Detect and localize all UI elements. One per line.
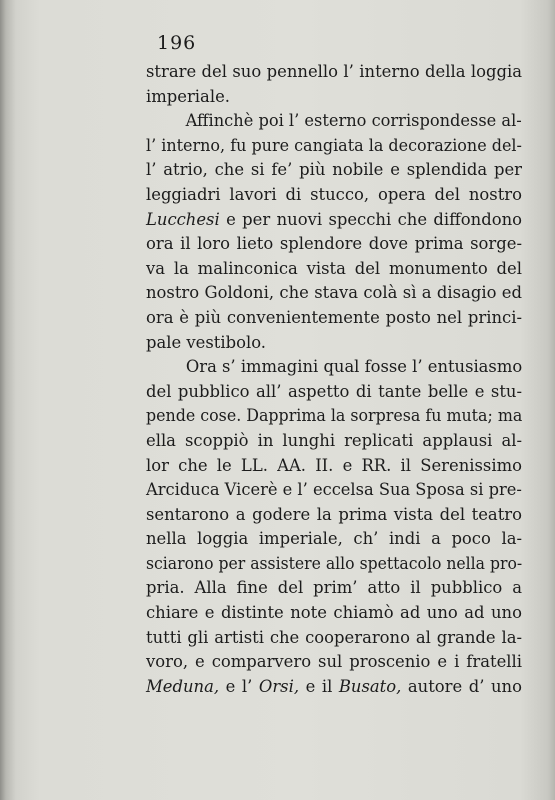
text-line: nella loggia imperiale, ch’ indi a poco la- bbox=[146, 529, 522, 549]
text-fragment: autore d’ uno bbox=[401, 676, 522, 696]
text-line: lor che le LL. AA. II. e RR. il Serenissimo bbox=[146, 455, 522, 475]
text-line: pria. Alla fine del prim’ atto il pubblico a bbox=[146, 578, 522, 598]
italic-name-meduna: Meduna, bbox=[146, 676, 220, 696]
page-number: 196 bbox=[157, 32, 197, 54]
paragraph bbox=[146, 60, 522, 109]
text-line: nostro Goldoni, che stava colà sì a disagio ed bbox=[146, 283, 522, 303]
body-text bbox=[146, 60, 522, 699]
text-fragment: e il bbox=[299, 676, 339, 696]
italic-name-busato: Busato, bbox=[338, 676, 402, 696]
text-line-rest: e per nuovi specchi che diffondono bbox=[219, 209, 522, 229]
text-line bbox=[146, 208, 522, 233]
text-line: strare del suo pennello l’ interno della loggia bbox=[146, 62, 522, 81]
text-line: leggiadri lavori di stucco, opera del nostro bbox=[146, 184, 522, 204]
text-line: sciarono per assistere allo spettacolo nella pro- bbox=[146, 553, 523, 573]
text-line: l’ atrio, che si fe’ più nobile e splendida per bbox=[146, 160, 522, 180]
text-line: pende cose. Dapprima la sorpresa fu muta; ma bbox=[146, 406, 523, 426]
text-line: ella scoppiò in lunghi replicati applausi al- bbox=[146, 430, 522, 450]
paragraph bbox=[146, 109, 522, 355]
text-line: chiare e distinte note chiamò ad uno ad uno bbox=[146, 603, 522, 623]
text-line: Ora s’ immagini qual fosse l’ entusiasmo bbox=[185, 357, 523, 377]
italic-name-orsi: Orsi, bbox=[258, 676, 300, 696]
text-line: pale vestibolo. bbox=[146, 332, 267, 352]
text-line: ora è più convenientemente posto nel princi- bbox=[146, 307, 522, 327]
text-line: tutti gli artisti che cooperarono al grande la- bbox=[146, 627, 522, 647]
text-line: ora il loro lieto splendore dove prima sorge- bbox=[146, 234, 522, 254]
text-line: voro, e comparvero sul proscenio e i fratelli bbox=[146, 652, 522, 672]
text-line: Arciduca Vicerè e l’ eccelsa Sua Sposa si pre- bbox=[146, 480, 522, 500]
text-line: del pubblico all’ aspetto di tante belle e stu- bbox=[146, 381, 522, 401]
text-line: sentarono a godere la prima vista del teatro bbox=[146, 504, 522, 524]
text-line: Affinchè poi l’ esterno corrispondesse al- bbox=[185, 111, 522, 131]
text-line: l’ interno, fu pure cangiata la decorazione del- bbox=[146, 135, 522, 155]
text-line: va la malinconica vista del monumento del bbox=[146, 258, 522, 278]
italic-name-lucchesi: Lucchesi bbox=[146, 209, 220, 229]
text-fragment: e l’ bbox=[219, 676, 259, 696]
text-line bbox=[146, 675, 522, 700]
text-line: imperiale. bbox=[146, 86, 230, 106]
paragraph bbox=[146, 355, 522, 699]
